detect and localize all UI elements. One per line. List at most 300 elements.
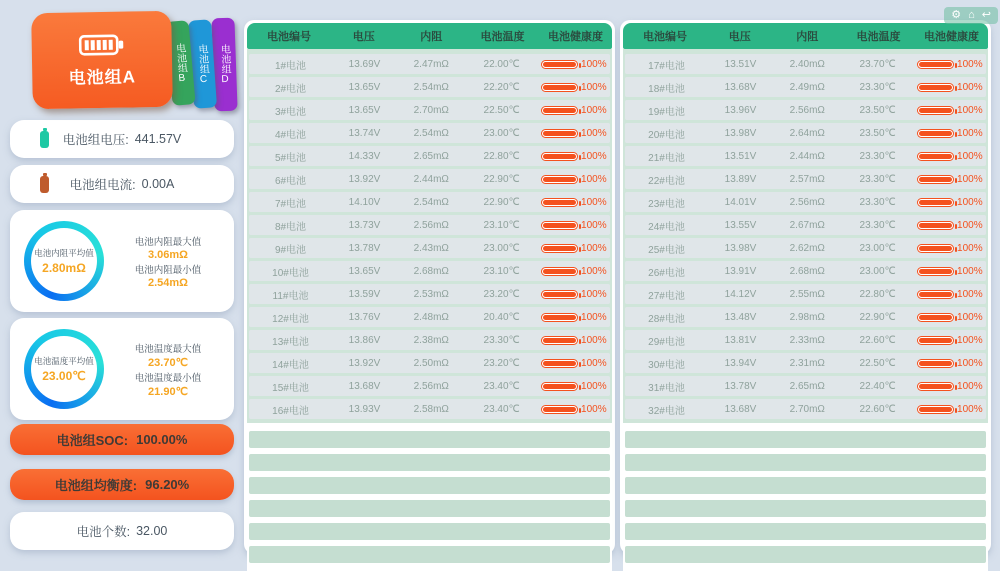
temperature-cell: 20.40℃ xyxy=(483,311,520,323)
temperature-cell: 23.30℃ xyxy=(483,334,520,346)
battery-id-cell: 13#电池 xyxy=(272,336,309,348)
back-icon[interactable]: ↩ xyxy=(981,9,991,21)
table-row xyxy=(249,54,610,74)
temperature-cell: 22.90℃ xyxy=(483,173,520,185)
battery-id-cell: 14#电池 xyxy=(272,359,309,371)
sidebar xyxy=(10,4,234,564)
resistance-cell: 2.54mΩ xyxy=(413,81,449,93)
resistance-cell: 2.65mΩ xyxy=(413,150,449,162)
temperature-cell: 23.30℃ xyxy=(859,173,896,185)
health-percent: 100% xyxy=(957,357,983,369)
battery-id-cell: 7#电池 xyxy=(274,198,307,210)
resistance-min-value: 2.54mΩ xyxy=(147,276,188,289)
voltage-cell: 13.73V xyxy=(348,219,381,231)
temperature-cell: 23.00℃ xyxy=(859,242,896,254)
temperature-cell: 23.00℃ xyxy=(483,127,520,139)
column-header: 电池编号 xyxy=(642,31,687,43)
resistance-cell: 2.44mΩ xyxy=(789,150,825,162)
voltage-cell: 13.65V xyxy=(348,81,381,93)
temperature-cell: 23.20℃ xyxy=(483,357,520,369)
battery-id-cell: 23#电池 xyxy=(648,198,685,210)
column-header: 电压 xyxy=(728,31,751,43)
voltage-cell: 13.65V xyxy=(348,104,381,116)
temperature-cell: 23.40℃ xyxy=(483,380,520,392)
voltage-cell: 13.65V xyxy=(348,265,381,277)
health-gauge-icon xyxy=(917,313,954,322)
table-row xyxy=(625,376,986,396)
health-percent: 100% xyxy=(581,104,607,116)
voltage-cell: 13.48V xyxy=(724,311,757,323)
health-gauge-icon xyxy=(541,313,578,322)
temperature-donut-gauge xyxy=(24,329,104,409)
health-gauge-icon xyxy=(541,336,578,345)
battery-id-cell: 20#电池 xyxy=(648,129,685,141)
voltage-cell: 13.78V xyxy=(348,242,381,254)
tab-battery-group-c[interactable]: 电池组C xyxy=(188,19,217,108)
battery-id-cell: 12#电池 xyxy=(272,313,309,325)
column-header: 电池健康度 xyxy=(547,31,603,43)
health-gauge-icon xyxy=(917,267,954,276)
resistance-cell: 2.33mΩ xyxy=(789,334,825,346)
health-cell xyxy=(538,335,610,346)
temperature-cell: 22.50℃ xyxy=(859,357,896,369)
resistance-cell: 2.67mΩ xyxy=(789,219,825,231)
health-percent: 100% xyxy=(581,150,607,162)
voltage-cell: 13.59V xyxy=(348,288,381,300)
battery-id-cell: 3#电池 xyxy=(274,106,307,118)
resistance-cell: 2.56mΩ xyxy=(413,219,449,231)
temperature-cell: 22.40℃ xyxy=(859,380,896,392)
current-battery-icon xyxy=(40,176,49,193)
pack-voltage-value: 441.57V xyxy=(134,132,182,146)
health-gauge-icon xyxy=(917,382,954,391)
health-percent: 100% xyxy=(581,403,607,415)
battery-count-value: 32.00 xyxy=(136,524,168,538)
tab-battery-group-b[interactable]: 电池组B xyxy=(165,20,195,106)
table-header-row xyxy=(623,23,988,49)
temperature-cell: 23.00℃ xyxy=(859,265,896,277)
temperature-cell: 23.30℃ xyxy=(859,219,896,231)
health-cell xyxy=(538,197,610,208)
voltage-battery-icon xyxy=(40,131,49,148)
table-row xyxy=(249,376,610,396)
resistance-cell: 2.50mΩ xyxy=(413,357,449,369)
column-header: 内阻 xyxy=(420,31,443,43)
resistance-gauge-card xyxy=(10,210,234,312)
table-row xyxy=(249,238,610,258)
resistance-cell: 2.70mΩ xyxy=(413,104,449,116)
battery-group-tabs xyxy=(10,8,234,116)
health-percent: 100% xyxy=(957,265,983,277)
table-row xyxy=(625,146,986,166)
table-row xyxy=(625,261,986,281)
health-cell xyxy=(538,105,610,116)
resistance-donut-gauge xyxy=(24,221,104,301)
empty-table-row xyxy=(249,431,610,448)
health-gauge-icon xyxy=(917,290,954,299)
pack-soc-label: 电池组SOC: xyxy=(56,433,129,448)
battery-table-17-32 xyxy=(620,20,991,554)
table-row xyxy=(625,330,986,350)
health-percent: 100% xyxy=(581,127,607,139)
resistance-cell: 2.62mΩ xyxy=(789,242,825,254)
resistance-cell: 2.64mΩ xyxy=(789,127,825,139)
battery-id-cell: 27#电池 xyxy=(648,290,685,302)
health-gauge-icon xyxy=(917,152,954,161)
column-header: 内阻 xyxy=(796,31,819,43)
health-cell xyxy=(914,105,986,116)
health-cell xyxy=(538,174,610,185)
health-gauge-icon xyxy=(541,60,578,69)
voltage-cell: 13.93V xyxy=(348,403,381,415)
health-gauge-icon xyxy=(541,221,578,230)
home-icon[interactable]: ⌂ xyxy=(968,9,975,21)
battery-id-cell: 30#电池 xyxy=(648,359,685,371)
battery-id-cell: 17#电池 xyxy=(648,60,685,72)
temperature-cell: 22.80℃ xyxy=(483,150,520,162)
temperature-cell: 22.60℃ xyxy=(859,403,896,415)
column-header: 电池温度 xyxy=(856,31,901,43)
battery-id-cell: 10#电池 xyxy=(272,267,309,279)
voltage-cell: 13.94V xyxy=(724,357,757,369)
voltage-cell: 14.33V xyxy=(348,150,381,162)
health-cell xyxy=(538,243,610,254)
resistance-cell: 2.43mΩ xyxy=(413,242,449,254)
column-header: 电池温度 xyxy=(480,31,525,43)
resistance-min-label: 电池内阻最小值 xyxy=(134,264,202,276)
health-gauge-icon xyxy=(541,267,578,276)
battery-id-cell: 25#电池 xyxy=(648,244,685,256)
health-percent: 100% xyxy=(957,288,983,300)
settings-icon[interactable]: ⚙ xyxy=(951,9,962,21)
empty-table-row xyxy=(249,477,610,494)
empty-table-row xyxy=(625,431,986,448)
voltage-cell: 13.81V xyxy=(724,334,757,346)
battery-id-cell: 28#电池 xyxy=(648,313,685,325)
health-percent: 100% xyxy=(957,104,983,116)
health-cell xyxy=(914,220,986,231)
table-row xyxy=(249,399,610,419)
empty-table-row xyxy=(249,546,610,563)
battery-id-cell: 11#电池 xyxy=(272,290,309,302)
voltage-cell: 13.55V xyxy=(724,219,757,231)
battery-count-label: 电池个数: xyxy=(76,525,131,539)
table-row xyxy=(249,215,610,235)
health-percent: 100% xyxy=(581,173,607,185)
pack-current-label: 电池组电流: xyxy=(69,178,136,192)
temperature-cell: 22.90℃ xyxy=(483,196,520,208)
health-cell xyxy=(914,243,986,254)
battery-id-cell: 26#电池 xyxy=(648,267,685,279)
health-cell xyxy=(914,381,986,392)
tab-battery-group-a[interactable] xyxy=(31,11,173,109)
pack-voltage-card xyxy=(10,120,234,158)
temperature-cell: 22.90℃ xyxy=(859,311,896,323)
health-cell xyxy=(538,128,610,139)
table-row xyxy=(625,169,986,189)
health-cell xyxy=(538,151,610,162)
empty-table-row xyxy=(625,477,986,494)
health-cell xyxy=(914,151,986,162)
resistance-cell: 2.68mΩ xyxy=(413,265,449,277)
health-cell xyxy=(538,358,610,369)
battery-id-cell: 8#电池 xyxy=(274,221,307,233)
battery-id-cell: 21#电池 xyxy=(648,152,685,164)
table-body xyxy=(247,49,612,423)
column-header: 电池健康度 xyxy=(923,31,979,43)
voltage-cell: 13.91V xyxy=(724,265,757,277)
health-percent: 100% xyxy=(581,357,607,369)
health-gauge-icon xyxy=(917,129,954,138)
health-gauge-icon xyxy=(541,405,578,414)
resistance-cell: 2.68mΩ xyxy=(789,265,825,277)
battery-id-cell: 16#电池 xyxy=(272,405,309,417)
health-percent: 100% xyxy=(957,150,983,162)
health-cell xyxy=(538,289,610,300)
health-cell xyxy=(538,82,610,93)
active-tab-label: 电池组A xyxy=(68,66,137,88)
health-percent: 100% xyxy=(581,334,607,346)
temperature-cell: 22.80℃ xyxy=(859,288,896,300)
battery-id-cell: 9#电池 xyxy=(274,244,307,256)
health-gauge-icon xyxy=(917,359,954,368)
empty-table-row xyxy=(625,523,986,540)
health-gauge-icon xyxy=(541,382,578,391)
table-row xyxy=(249,100,610,120)
health-cell xyxy=(538,220,610,231)
health-gauge-icon xyxy=(917,336,954,345)
temperature-cell: 23.10℃ xyxy=(483,265,520,277)
table-empty-rows xyxy=(623,423,988,571)
resistance-cell: 2.70mΩ xyxy=(789,403,825,415)
health-cell xyxy=(538,312,610,323)
temperature-cell: 22.60℃ xyxy=(859,334,896,346)
health-cell xyxy=(914,266,986,277)
health-percent: 100% xyxy=(957,81,983,93)
resistance-cell: 2.48mΩ xyxy=(413,311,449,323)
table-row xyxy=(625,284,986,304)
health-percent: 100% xyxy=(957,311,983,323)
voltage-cell: 13.68V xyxy=(724,81,757,93)
health-percent: 100% xyxy=(957,242,983,254)
health-cell xyxy=(914,358,986,369)
resistance-cell: 2.47mΩ xyxy=(413,58,449,70)
pack-balance-label: 电池组均衡度: xyxy=(54,478,138,493)
health-percent: 100% xyxy=(581,58,607,70)
health-percent: 100% xyxy=(957,334,983,346)
resistance-cell: 2.98mΩ xyxy=(789,311,825,323)
resistance-cell: 2.56mΩ xyxy=(413,380,449,392)
battery-count-card xyxy=(10,512,234,550)
resistance-avg-value: 2.80mΩ xyxy=(42,261,86,275)
health-percent: 100% xyxy=(957,380,983,392)
empty-table-row xyxy=(249,454,610,471)
health-gauge-icon xyxy=(541,106,578,115)
table-row xyxy=(249,123,610,143)
health-cell xyxy=(914,289,986,300)
pack-balance-value: 96.20% xyxy=(145,477,190,492)
temperature-cell: 22.50℃ xyxy=(483,104,520,116)
temperature-cell: 22.00℃ xyxy=(483,58,520,70)
empty-table-row xyxy=(625,454,986,471)
health-percent: 100% xyxy=(957,173,983,185)
resistance-cell: 2.31mΩ xyxy=(789,357,825,369)
voltage-cell: 13.78V xyxy=(724,380,757,392)
voltage-cell: 14.01V xyxy=(724,196,757,208)
temperature-cell: 23.50℃ xyxy=(859,127,896,139)
temperature-cell: 23.30℃ xyxy=(859,81,896,93)
battery-id-cell: 31#电池 xyxy=(648,382,685,394)
table-row xyxy=(625,238,986,258)
health-cell xyxy=(538,404,610,415)
health-cell xyxy=(914,174,986,185)
health-gauge-icon xyxy=(541,175,578,184)
health-gauge-icon xyxy=(917,106,954,115)
table-row xyxy=(249,261,610,281)
temperature-cell: 22.20℃ xyxy=(483,81,520,93)
table-row xyxy=(625,399,986,419)
voltage-cell: 13.76V xyxy=(348,311,381,323)
resistance-cell: 2.53mΩ xyxy=(413,288,449,300)
table-row xyxy=(625,100,986,120)
resistance-max-label: 电池内阻最大值 xyxy=(134,236,202,248)
health-gauge-icon xyxy=(917,175,954,184)
battery-table-1-16 xyxy=(244,20,615,554)
health-percent: 100% xyxy=(581,288,607,300)
battery-id-cell: 22#电池 xyxy=(648,175,685,187)
resistance-cell: 2.54mΩ xyxy=(413,127,449,139)
table-row xyxy=(249,77,610,97)
health-cell xyxy=(538,59,610,70)
health-percent: 100% xyxy=(581,265,607,277)
battery-id-cell: 32#电池 xyxy=(648,405,685,417)
empty-table-row xyxy=(625,500,986,517)
table-row xyxy=(249,284,610,304)
voltage-cell: 13.74V xyxy=(348,127,381,139)
temperature-cell: 23.50℃ xyxy=(859,104,896,116)
resistance-cell: 2.44mΩ xyxy=(413,173,449,185)
health-cell xyxy=(914,59,986,70)
pack-balance-badge xyxy=(10,469,234,500)
table-row xyxy=(625,54,986,74)
temperature-min-label: 电池温度最小值 xyxy=(134,372,202,384)
resistance-cell: 2.65mΩ xyxy=(789,380,825,392)
health-cell xyxy=(914,404,986,415)
empty-table-row xyxy=(249,500,610,517)
battery-id-cell: 15#电池 xyxy=(272,382,309,394)
health-gauge-icon xyxy=(541,290,578,299)
health-gauge-icon xyxy=(917,244,954,253)
resistance-cell: 2.57mΩ xyxy=(789,173,825,185)
health-gauge-icon xyxy=(917,221,954,230)
voltage-cell: 14.10V xyxy=(348,196,381,208)
battery-id-cell: 1#电池 xyxy=(274,60,307,72)
resistance-cell: 2.38mΩ xyxy=(413,334,449,346)
voltage-cell: 13.96V xyxy=(724,104,757,116)
health-gauge-icon xyxy=(917,198,954,207)
temperature-cell: 23.30℃ xyxy=(859,196,896,208)
voltage-cell: 13.51V xyxy=(724,58,757,70)
column-header: 电压 xyxy=(352,31,375,43)
health-percent: 100% xyxy=(957,196,983,208)
health-percent: 100% xyxy=(957,58,983,70)
health-percent: 100% xyxy=(957,403,983,415)
battery-id-cell: 4#电池 xyxy=(274,129,307,141)
table-row xyxy=(249,307,610,327)
table-row xyxy=(249,146,610,166)
temperature-cell: 23.00℃ xyxy=(483,242,520,254)
table-row xyxy=(249,330,610,350)
health-percent: 100% xyxy=(581,219,607,231)
temperature-max-value: 23.70℃ xyxy=(148,356,188,369)
temperature-cell: 23.10℃ xyxy=(483,219,520,231)
table-row xyxy=(625,77,986,97)
health-cell xyxy=(538,266,610,277)
resistance-cell: 2.40mΩ xyxy=(789,58,825,70)
voltage-cell: 13.68V xyxy=(348,380,381,392)
voltage-cell: 13.92V xyxy=(348,173,381,185)
temperature-avg-value: 23.00℃ xyxy=(42,369,86,383)
resistance-cell: 2.55mΩ xyxy=(789,288,825,300)
voltage-cell: 13.98V xyxy=(724,127,757,139)
table-row xyxy=(625,353,986,373)
health-gauge-icon xyxy=(541,129,578,138)
health-gauge-icon xyxy=(541,198,578,207)
battery-id-cell: 29#电池 xyxy=(648,336,685,348)
temperature-avg-label: 电池温度平均值 xyxy=(34,356,94,366)
health-cell xyxy=(914,128,986,139)
table-header-row xyxy=(247,23,612,49)
voltage-cell: 13.86V xyxy=(348,334,381,346)
voltage-cell: 13.51V xyxy=(724,150,757,162)
health-gauge-icon xyxy=(917,83,954,92)
health-percent: 100% xyxy=(581,242,607,254)
table-row xyxy=(625,192,986,212)
battery-id-cell: 19#电池 xyxy=(648,106,685,118)
health-percent: 100% xyxy=(957,219,983,231)
table-row xyxy=(625,123,986,143)
table-body xyxy=(623,49,988,423)
resistance-cell: 2.58mΩ xyxy=(413,403,449,415)
table-row xyxy=(625,307,986,327)
health-gauge-icon xyxy=(541,244,578,253)
voltage-cell: 13.89V xyxy=(724,173,757,185)
pack-current-card xyxy=(10,165,234,203)
battery-id-cell: 5#电池 xyxy=(274,152,307,164)
empty-table-row xyxy=(249,523,610,540)
battery-icon xyxy=(79,32,125,57)
temperature-gauge-card xyxy=(10,318,234,420)
table-empty-rows xyxy=(247,423,612,571)
resistance-cell: 2.49mΩ xyxy=(789,81,825,93)
resistance-cell: 2.56mΩ xyxy=(789,196,825,208)
pack-current-value: 0.00A xyxy=(141,177,175,191)
tab-battery-group-d[interactable]: 电池组D xyxy=(211,18,237,112)
temperature-max-label: 电池温度最大值 xyxy=(134,343,202,355)
temperature-cell: 23.30℃ xyxy=(859,150,896,162)
pack-soc-badge xyxy=(10,424,234,455)
empty-table-row xyxy=(625,546,986,563)
resistance-cell: 2.56mΩ xyxy=(789,104,825,116)
health-cell xyxy=(914,335,986,346)
health-percent: 100% xyxy=(581,81,607,93)
temperature-cell: 23.70℃ xyxy=(859,58,896,70)
health-percent: 100% xyxy=(581,311,607,323)
resistance-max-value: 3.06mΩ xyxy=(147,248,188,261)
voltage-cell: 13.69V xyxy=(348,58,381,70)
column-header: 电池编号 xyxy=(266,31,311,43)
health-cell xyxy=(914,197,986,208)
